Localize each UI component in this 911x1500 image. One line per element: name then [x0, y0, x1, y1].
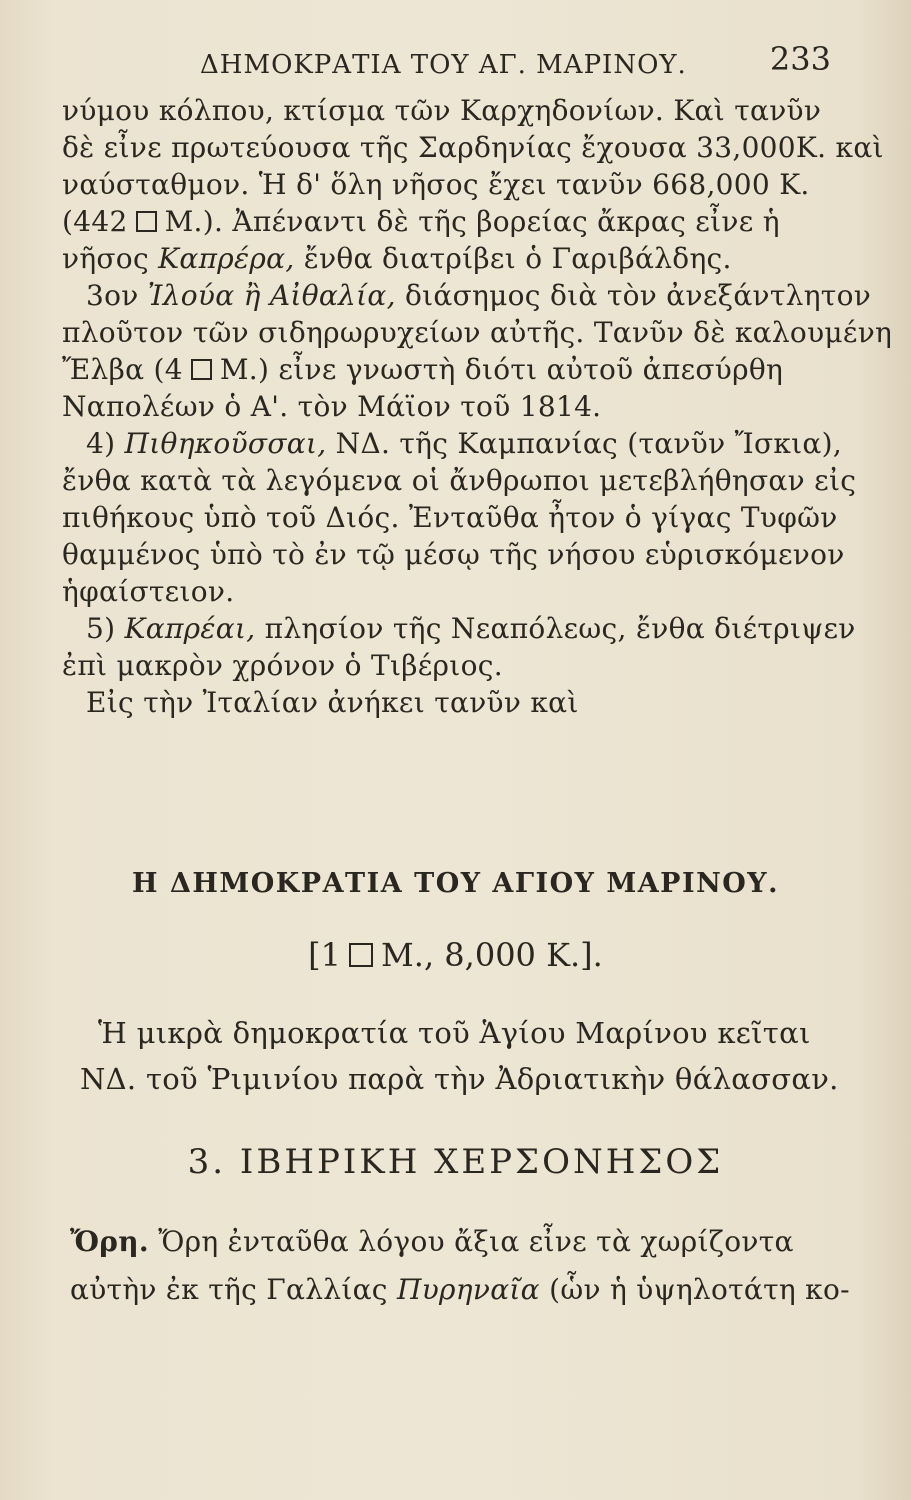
place-name: Καπρέρα,: [158, 242, 295, 275]
text-span: (442: [62, 205, 128, 238]
list-number: 5): [86, 612, 116, 645]
text-line: [62, 425, 843, 462]
text-span: [1: [308, 936, 342, 974]
text-line: [62, 610, 856, 647]
text-span: διάσημος διὰ τὸν ἀνεξάντλητον: [405, 279, 872, 312]
place-name: Ἰλούα ἢ Αἰθαλία,: [147, 279, 396, 312]
mountains-paragraph: [70, 1218, 850, 1314]
text-line: ἔνθα κατὰ τὰ λεγόμενα οἱ ἄνθρωποι μετεβλήθησαν εἰς: [62, 464, 857, 497]
body-text: [62, 92, 893, 721]
text-span: Μ., 8,000 Κ.].: [381, 936, 603, 974]
text-line: ναύσταθμον. Ἡ δ' ὅλη νῆσος ἔχει τανῦν 668,000 Κ.: [62, 168, 810, 201]
text-span: Μ.) εἶνε γνωστὴ διότι αὐτοῦ ἀπεσύρθη: [219, 353, 784, 386]
text-line: Ναπολέων ὁ Α'. τὸν Μάϊον τοῦ 1814.: [62, 390, 602, 423]
square-symbol-icon: [136, 211, 157, 232]
text-line: ΝΔ. τοῦ Ῥιμινίου παρὰ τὴν Ἀδριατικὴν θάλασσαν.: [80, 1062, 839, 1096]
text-line: [62, 240, 832, 277]
place-name: Καπρέαι,: [124, 612, 256, 645]
section-area-note: [0, 936, 911, 974]
text-line: πιθήκους ὑπὸ τοῦ Διός. Ἐνταῦθα ἦτον ὁ γίγας Τυφῶν: [62, 501, 838, 534]
text-line: [62, 203, 832, 240]
chapter-heading: 3. ΙΒΗΡΙΚΗ ΧΕΡΣΟΝΗΣΟΣ: [187, 1142, 724, 1182]
page-header: [60, 40, 851, 80]
text-line: πλοῦτον τῶν σιδηρωρυχείων αὐτῆς. Τανῦν δὲ καλουμένη: [62, 316, 893, 349]
text-span: ἔνθα διατρίβει ὁ Γαριβάλδης.: [303, 242, 732, 275]
list-number: 3ον: [86, 279, 139, 312]
text-span: Ὄρη ἐνταῦθα λόγου ἄξια εἶνε τὰ χωρίζοντα: [158, 1225, 794, 1258]
text-line: ἡφαίστειον.: [62, 575, 235, 608]
text-span: ΝΔ. τῆς Καμπανίας (τανῦν Ἴσκια),: [335, 427, 843, 460]
square-symbol-icon: [349, 943, 373, 967]
page-number: 233: [769, 40, 831, 78]
text-line: Εἰς τὴν Ἰταλίαν ἀνήκει τανῦν καὶ: [86, 686, 579, 719]
text-span: (ὧν ἡ ὑψηλοτάτη κο-: [549, 1273, 850, 1306]
text-span: Ἔλβα (4: [62, 353, 183, 386]
text-line: Ἡ μικρὰ δημοκρατία τοῦ Ἁγίου Μαρίνου κεῖται: [98, 1016, 811, 1050]
text-line: [70, 1266, 850, 1314]
paragraph-lead: Ὄρη.: [70, 1225, 149, 1258]
place-name: Πυρηναῖα: [397, 1273, 540, 1306]
text-line: [62, 277, 872, 314]
text-line: θαμμένος ὑπὸ τὸ ἐν τῷ μέσῳ τῆς νήσου εὑρισκόμενον: [62, 538, 845, 571]
text-span: Μ.). Ἀπέναντι δὲ τῆς βορείας ἄκρας εἶνε ἡ: [164, 205, 780, 238]
text-line: [70, 1218, 850, 1266]
text-span: πλησίον τῆς Νεαπόλεως, ἔνθα διέτριψεν: [264, 612, 856, 645]
text-line: δὲ εἶνε πρωτεύουσα τῆς Σαρδηνίας ἔχουσα 33,000Κ. καὶ: [62, 131, 884, 164]
text-span: νῆσος: [62, 242, 149, 275]
text-line: ἐπὶ μακρὸν χρόνον ὁ Τιβέριος.: [62, 649, 503, 682]
section-heading: Η ΔΗΜΟΚΡΑΤΙΑ ΤΟΥ ΑΓΙΟΥ ΜΑΡΙΝΟΥ.: [132, 868, 779, 899]
place-name: Πιθηκοῦσσαι,: [124, 427, 327, 460]
text-span: αὐτὴν ἐκ τῆς Γαλλίας: [70, 1273, 388, 1306]
text-line: νύμου κόλπου, κτίσμα τῶν Καρχηδονίων. Καὶ τανῦν: [62, 94, 822, 127]
list-number: 4): [86, 427, 116, 460]
running-title: ΔΗΜΟΚΡΑΤΙΑ ΤΟΥ ΑΓ. ΜΑΡΙΝΟΥ.: [200, 50, 687, 80]
text-line: [62, 351, 832, 388]
square-symbol-icon: [191, 359, 212, 380]
san-marino-paragraph: [80, 1010, 850, 1102]
